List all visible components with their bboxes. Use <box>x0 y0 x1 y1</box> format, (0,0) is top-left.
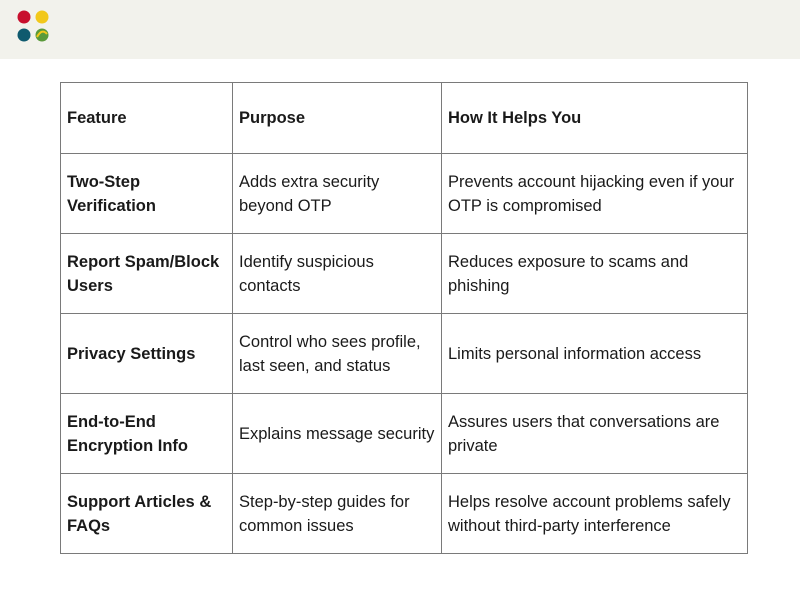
purpose-cell: Explains message security <box>233 394 442 474</box>
header-feature: Feature <box>61 83 233 154</box>
feature-cell: Two-Step Verification <box>61 154 233 234</box>
table-row <box>61 474 748 554</box>
top-bar <box>0 0 800 59</box>
table-row <box>61 154 748 234</box>
table-row <box>61 234 748 314</box>
benefit-cell: Reduces exposure to scams and phishing <box>442 234 748 314</box>
purpose-cell: Identify suspicious contacts <box>233 234 442 314</box>
benefit-cell: Limits personal information access <box>442 314 748 394</box>
logo-dot-teal <box>18 29 31 42</box>
features-table <box>60 82 748 554</box>
purpose-cell: Control who sees profile, last seen, and status <box>233 314 442 394</box>
logo-dot-red <box>18 11 31 24</box>
header-purpose: Purpose <box>233 83 442 154</box>
feature-cell: Support Articles & FAQs <box>61 474 233 554</box>
table-row <box>61 394 748 474</box>
benefit-cell: Prevents account hijacking even if your OTP is compromised <box>442 154 748 234</box>
logo-dot-yellow <box>36 11 49 24</box>
purpose-cell: Adds extra security beyond OTP <box>233 154 442 234</box>
benefit-cell: Assures users that conversations are private <box>442 394 748 474</box>
brand-logo-icon[interactable] <box>17 10 51 44</box>
feature-cell: Privacy Settings <box>61 314 233 394</box>
purpose-cell: Step-by-step guides for common issues <box>233 474 442 554</box>
header-how-it-helps: How It Helps You <box>442 83 748 154</box>
benefit-cell: Helps resolve account problems safely without third-party interference <box>442 474 748 554</box>
feature-cell: Report Spam/Block Users <box>61 234 233 314</box>
table-header-row <box>61 83 748 154</box>
feature-cell: End-to-End Encryption Info <box>61 394 233 474</box>
table-row <box>61 314 748 394</box>
